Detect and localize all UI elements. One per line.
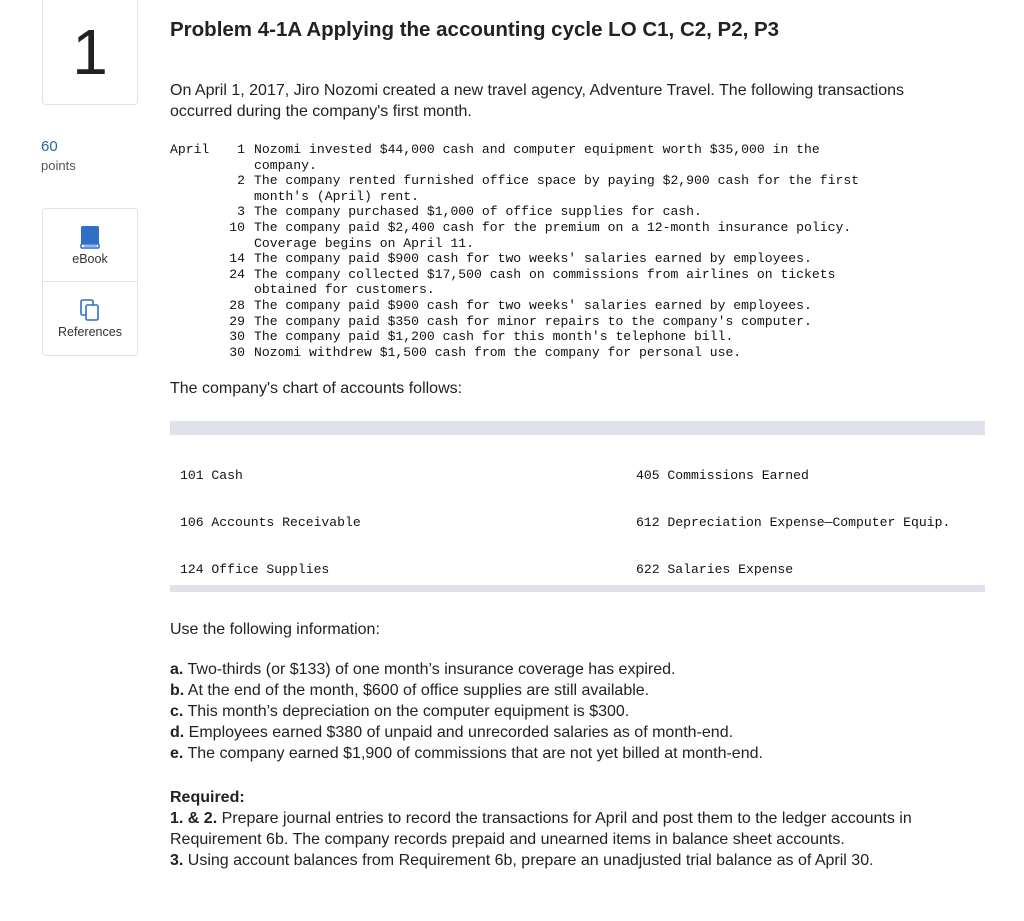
resources-panel: [42, 208, 138, 356]
account-item: 612 Depreciation Expense—Computer Equip.: [636, 514, 951, 530]
problem-title: Problem 4-1A Applying the accounting cycle LO C1, C2, P2, P3: [170, 18, 780, 41]
transaction-day: 30: [229, 344, 245, 360]
accounts-column-left: [180, 437, 526, 592]
ebook-label: eBook: [72, 252, 108, 266]
required-text: Prepare journal entries to record the transactions for April and post them to the ledger accounts in Requirement 6b. The company records prepaid and unearned items in balance sheet accounts.: [170, 810, 912, 848]
required-section: [170, 787, 970, 871]
table-band-bottom: [170, 585, 985, 592]
table-band-top: [170, 421, 985, 435]
account-item: 405 Commissions Earned: [636, 468, 809, 484]
info-text: This month’s depreciation on the computer equipment is $300.: [187, 703, 630, 720]
info-letter: d.: [170, 724, 185, 741]
transaction-text: The company paid $900 cash for two weeks' salaries earned by employees.: [254, 251, 812, 267]
additional-info-lead: Use the following information:: [170, 621, 380, 638]
info-text: Two-thirds (or $133) of one month’s insurance coverage has expired.: [187, 661, 676, 678]
accounts-column-right: [636, 437, 950, 592]
transaction-text: The company paid $1,200 cash for this month's telephone bill.: [254, 329, 734, 345]
info-letter: c.: [170, 703, 184, 720]
references-label: References: [58, 325, 122, 339]
info-text: The company earned $1,900 of commissions that are not yet billed at month-end.: [187, 745, 763, 762]
problem-intro: On April 1, 2017, Jiro Nozomi created a new travel agency, Adventure Travel. The following transactions occurred during the company's first month.: [170, 82, 905, 120]
points-value: 60: [41, 138, 58, 155]
chart-of-accounts-table: [170, 421, 985, 592]
book-icon: [79, 225, 101, 254]
account-item: 622 Salaries Expense: [636, 561, 794, 577]
info-item: [170, 680, 970, 701]
info-item: [170, 701, 970, 722]
info-item: [170, 659, 970, 680]
account-item: 124 Office Supplies: [180, 561, 330, 577]
info-letter: b.: [170, 682, 185, 699]
transaction-text: The company purchased $1,000 of office supplies for cash.: [254, 204, 702, 220]
transaction-text: The company paid $350 cash for minor repairs to the company's computer.: [254, 313, 812, 329]
transaction-day: 30: [229, 329, 245, 345]
info-letter: e.: [170, 745, 184, 762]
transaction-text: The company paid $2,400 cash for the premium on a 12-month insurance policy. Coverage begins on April 11.: [254, 220, 852, 251]
transaction-day: 24: [229, 266, 245, 282]
ebook-button[interactable]: [43, 209, 137, 282]
account-item: 101 Cash: [180, 468, 243, 484]
transaction-day: 10: [229, 220, 245, 235]
required-item: [170, 808, 970, 850]
account-item: 106 Accounts Receivable: [180, 514, 361, 530]
transaction-day: 29: [229, 313, 245, 329]
required-item: [170, 850, 970, 871]
transaction-day: 1: [237, 142, 245, 157]
chart-of-accounts-lead: The company's chart of accounts follows:: [170, 380, 463, 397]
copy-pages-icon: [79, 298, 101, 327]
info-letter: a.: [170, 661, 184, 678]
info-text: Employees earned $380 of unpaid and unrecorded salaries as of month-end.: [188, 724, 734, 741]
info-item: [170, 722, 970, 743]
required-number: 1. & 2.: [170, 810, 218, 827]
transaction-day: 28: [229, 298, 245, 313]
required-heading: Required:: [170, 789, 245, 806]
required-text: Using account balances from Requirement 6b, prepare an unadjusted trial balance as of April 30.: [187, 852, 874, 869]
transaction-text: The company collected $17,500 cash on commissions from airlines on tickets obtained for customers.: [254, 266, 836, 298]
references-button[interactable]: [43, 282, 137, 354]
question-number-box: [42, 0, 138, 105]
transactions-month: April: [170, 142, 210, 157]
transaction-text: Nozomi invested $44,000 cash and computer equipment worth $35,000 in the company.: [254, 142, 820, 173]
info-item: [170, 743, 970, 764]
transaction-day: 14: [229, 251, 245, 267]
info-text: At the end of the month, $600 of office supplies are still available.: [187, 682, 650, 699]
transaction-day: 3: [237, 204, 245, 220]
question-number: 1: [72, 16, 108, 88]
points-label: points: [41, 158, 76, 173]
transaction-day: 2: [237, 173, 245, 189]
additional-info-list: [170, 659, 970, 764]
transaction-text: The company rented furnished office space by paying $2,900 cash for the first month's (April) rent.: [254, 173, 860, 204]
transaction-text: Nozomi withdrew $1,500 cash from the company for personal use.: [254, 344, 742, 360]
required-number: 3.: [170, 852, 184, 869]
transaction-text: The company paid $900 cash for two weeks' salaries earned by employees.: [254, 298, 812, 313]
